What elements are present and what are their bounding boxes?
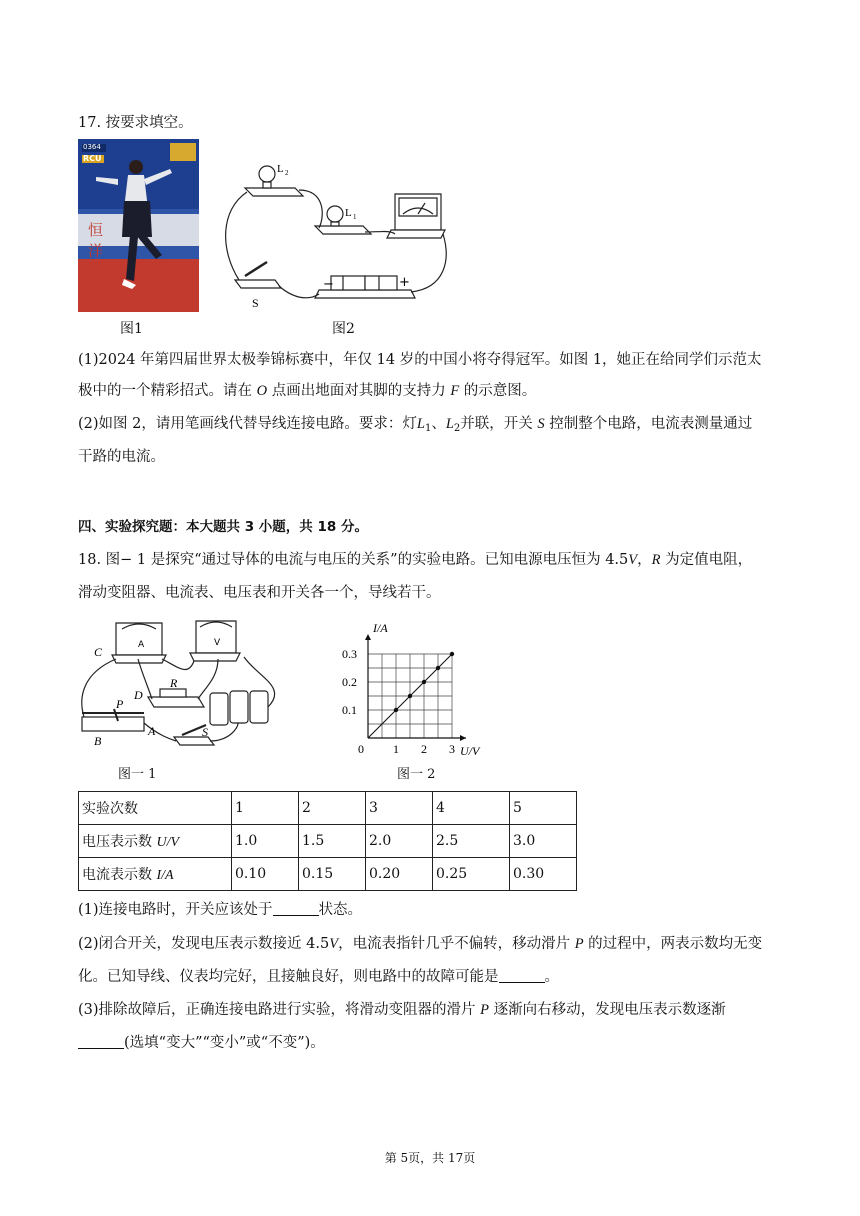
photo-banner: 恒 洋 <box>88 221 130 260</box>
x-tick-label: 0 <box>358 742 364 756</box>
data-point <box>408 694 412 698</box>
label-S: S <box>202 725 208 739</box>
l2-label: L <box>277 163 284 175</box>
table-cell: 3 <box>366 792 433 825</box>
row-label: 实验次数 <box>79 792 232 825</box>
table-cell: 2.0 <box>366 825 433 858</box>
q18-p3-line1: (3)排除故障后，正确连接电路进行实验，将滑动变阻器的滑片 P 逐渐向右移动，发现电压表示数逐渐 <box>78 1002 726 1018</box>
battery-plus: + <box>399 275 410 290</box>
label-C: C <box>94 645 103 659</box>
table-row <box>79 858 577 891</box>
table-cell: 0.30 <box>510 858 577 891</box>
table-cell: 1.5 <box>299 825 366 858</box>
q17-p2-line1: (2)如图 2，请用笔画线代替导线连接电路。要求：灯$L_1$、$L_2$并联，开关 S 控制整个电路，电流表测量通过 <box>78 416 753 434</box>
q18-p2-line2: 化。已知导线、仪表均完好，且接触良好，则电路中的故障可能是 。 <box>78 969 559 985</box>
row-label: 电压表示数 U/V <box>79 825 232 858</box>
q18-intro-line2: 滑动变阻器、电流表、电压表和开关各一个，导线若干。 <box>78 585 441 601</box>
table-cell: 3.0 <box>510 825 577 858</box>
table-cell: 2.5 <box>433 825 510 858</box>
table-cell: 1.0 <box>232 825 299 858</box>
fig2-caption: 图2 <box>332 321 355 337</box>
ammeter-symbol: A <box>138 640 145 650</box>
q17-p1-line2: 极中的一个精彩招式。请在 O 点画出地面对其脚的支持力 F 的示意图。 <box>78 383 537 399</box>
table-cell: 0.25 <box>433 858 510 891</box>
q18-p2-line1: (2)闭合开关，发现电压表示数接近 4.5V，电流表指针几乎不偏转，移动滑片 P 的过程中，两表示数均无变 <box>78 936 763 952</box>
y-axis-arrow <box>365 634 371 640</box>
fig-1-1-caption: 图一 1 <box>118 767 157 782</box>
iu-chart <box>340 618 485 758</box>
table-cell: 0.20 <box>366 858 433 891</box>
table-cell: 0.10 <box>232 858 299 891</box>
fig1-caption: 图1 <box>120 321 143 337</box>
table-cell: 4 <box>433 792 510 825</box>
data-point <box>394 708 398 712</box>
label-P: P <box>116 697 124 711</box>
switch-label: S <box>252 296 259 310</box>
data-point <box>450 652 454 656</box>
label-A: A <box>148 724 156 738</box>
circuit-diagram <box>215 150 455 310</box>
q17-title: 17. 按要求填空。 <box>78 115 193 131</box>
answer-blank-3[interactable] <box>78 1034 124 1049</box>
y-tick-label: 0.1 <box>342 703 357 717</box>
table-row <box>79 792 577 825</box>
data-point <box>422 680 426 684</box>
label-B: B <box>94 734 102 748</box>
table-cell: 2 <box>299 792 366 825</box>
taichi-photo <box>78 139 199 312</box>
x-tick-label: 3 <box>449 742 455 756</box>
page-footer: 第 5页，共 17页 <box>384 1151 476 1165</box>
q18-p1: (1)连接电路时，开关应该处于 状态。 <box>78 902 363 918</box>
y-tick-label: 0.2 <box>342 675 357 689</box>
x-tick-label: 2 <box>421 742 427 756</box>
battery-minus: − <box>323 277 334 292</box>
label-D: D <box>134 688 143 702</box>
section4-heading: 四、实验探究题：本大题共 3 小题，共 18 分。 <box>78 519 368 535</box>
y-axis-label: I/A <box>373 621 388 635</box>
x-axis-label: U/V <box>460 744 480 758</box>
table-cell: 5 <box>510 792 577 825</box>
q18-p3-line2: (选填“变大”“变小”或“不变”)。 <box>78 1032 783 1054</box>
fig-1-2-caption: 图一 2 <box>397 767 436 782</box>
q17-p1-line1: (1)2024 年第四届世界太极拳锦标赛中，年仅 14 岁的中国小将夺得冠军。如图 1，她正在给同学们示范太 <box>78 352 762 368</box>
l2-label-sub: 2 <box>285 169 289 177</box>
table-cell: 1 <box>232 792 299 825</box>
data-point <box>436 666 440 670</box>
data-table <box>78 791 577 891</box>
x-axis-arrow <box>460 735 466 741</box>
table-row <box>79 825 577 858</box>
q18-intro-line1: 18. 图− 1 是探究“通过导体的电流与电压的关系”的实验电路。已知电源电压恒为 4.5V，R 为定值电阻， <box>78 552 753 568</box>
y-tick-label: 0.3 <box>342 647 357 661</box>
row-label: 电流表示数 I/A <box>79 858 232 891</box>
answer-blank-1[interactable] <box>273 901 319 916</box>
experiment-apparatus <box>78 617 303 759</box>
x-tick-label: 1 <box>393 742 399 756</box>
voltmeter-symbol: V <box>214 638 221 648</box>
photo-code: RCU <box>83 154 102 163</box>
l1-label-sub: 1 <box>353 213 357 221</box>
label-R: R <box>170 676 178 690</box>
q17-p2-line2: 干路的电流。 <box>78 449 165 465</box>
l1-label: L <box>345 207 352 219</box>
answer-blank-2[interactable] <box>499 968 545 983</box>
photo-tag: 0364 <box>83 143 101 151</box>
table-cell: 0.15 <box>299 858 366 891</box>
